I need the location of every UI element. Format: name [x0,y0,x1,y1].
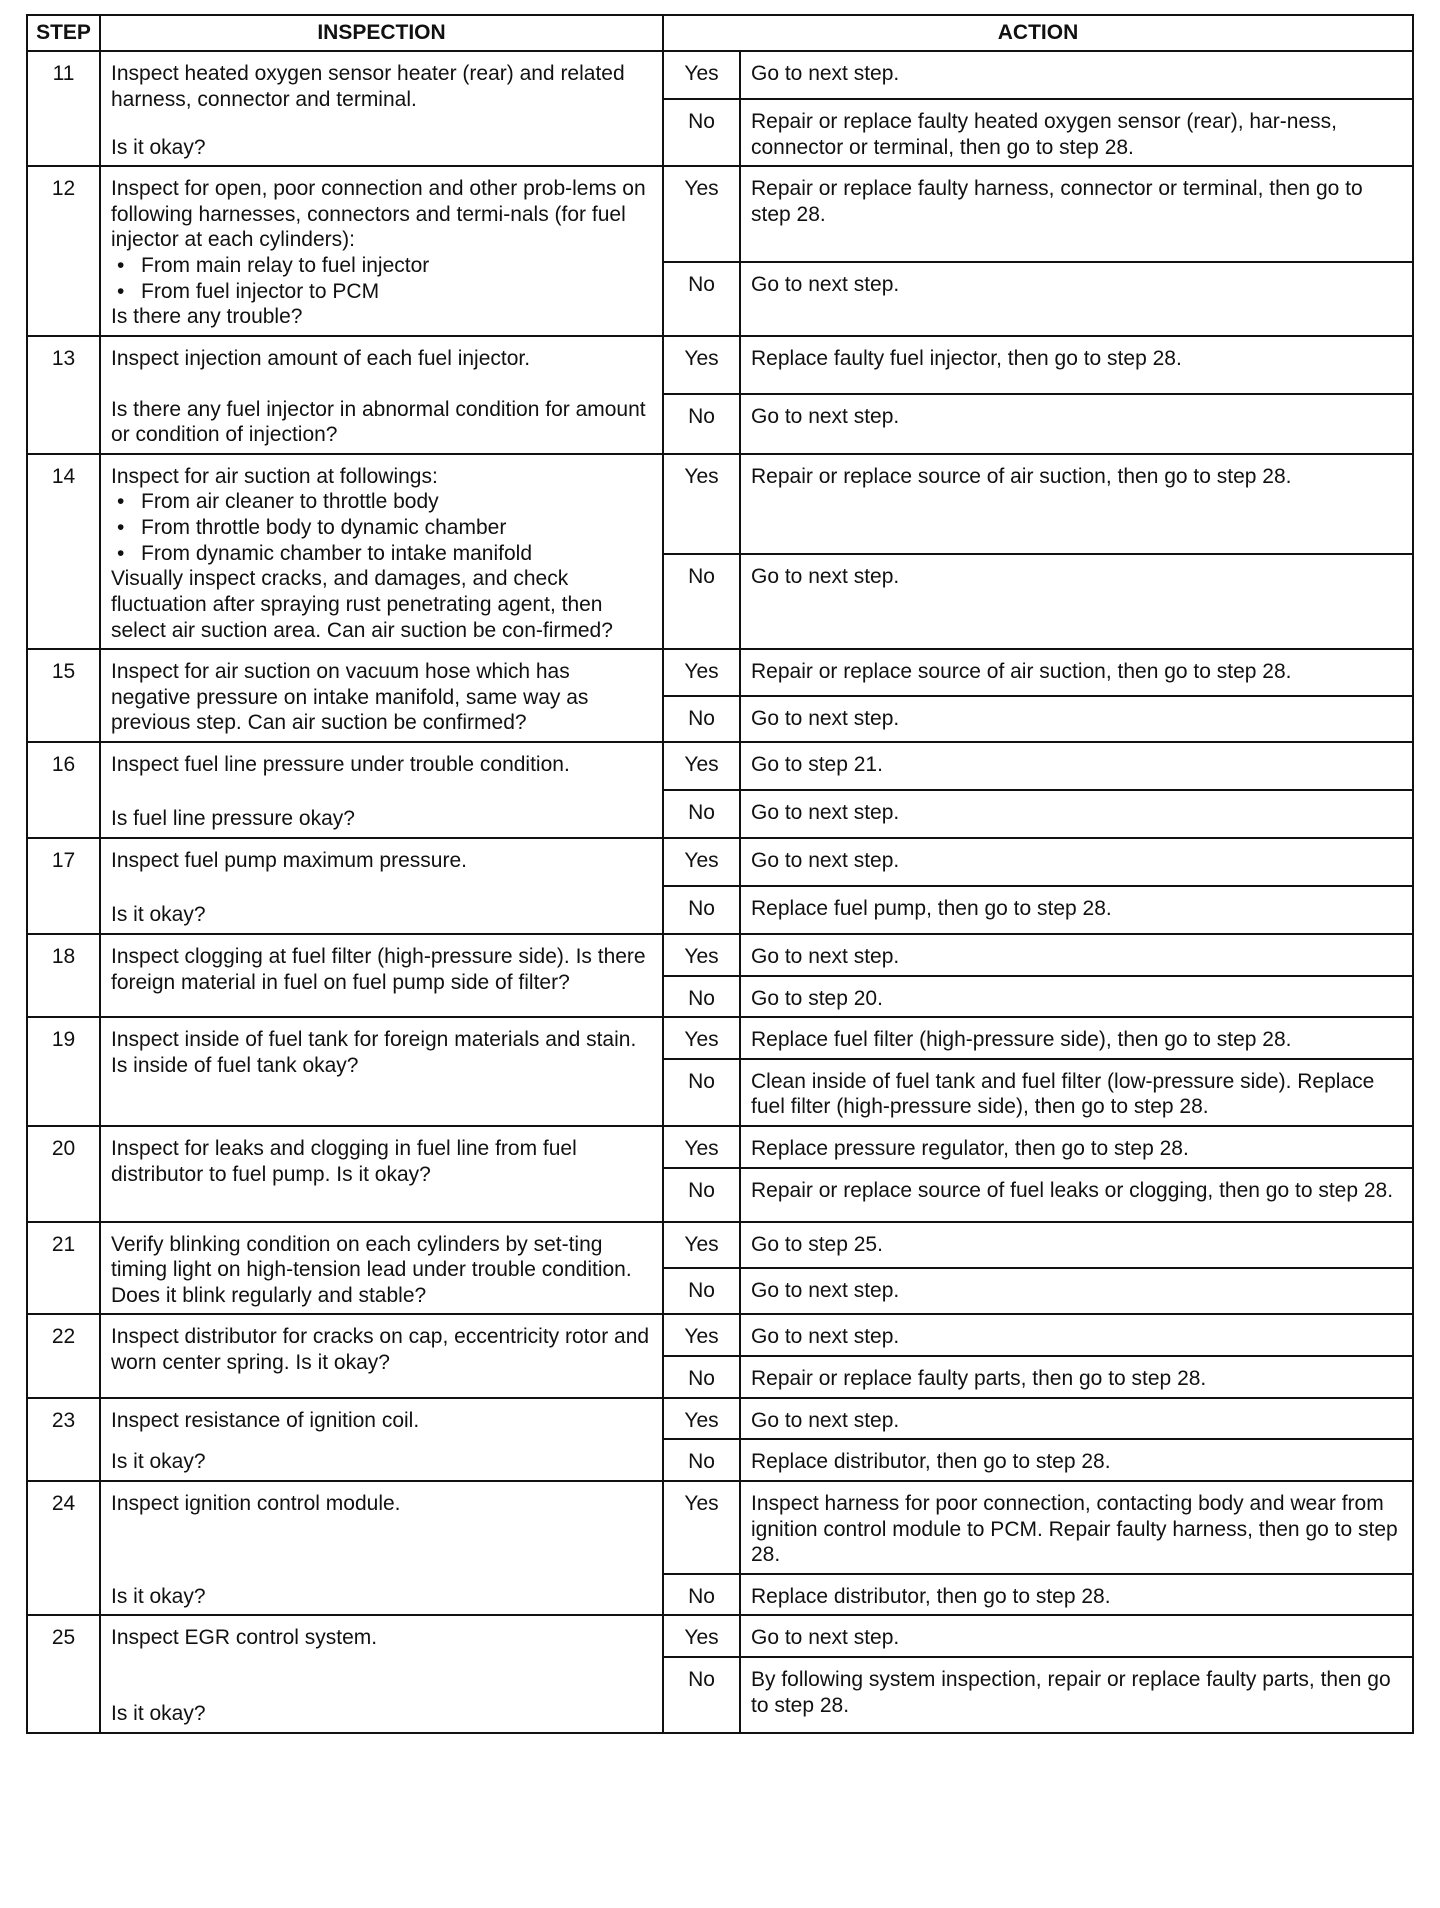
inspection-cell [100,1126,663,1222]
table-row [27,934,1413,976]
inspection-bullet: • From main relay to fuel injector [111,253,652,279]
inspection-bullet-list [111,489,652,566]
inspection-question: Is it okay? [111,1584,206,1608]
diagnostic-table [26,14,1414,1734]
yes-action: Repair or replace faulty harness, connector or terminal, then go to step 28. [740,166,1413,262]
step-number: 21 [27,1222,100,1315]
table-row [27,1222,1413,1268]
table-row [27,1314,1413,1356]
yes-label: Yes [663,454,740,554]
step-number: 24 [27,1481,100,1615]
table-row [27,166,1413,262]
no-label: No [663,1059,740,1126]
step-number: 20 [27,1126,100,1222]
table-row [27,51,1413,99]
inspection-question: Is fuel line pressure okay? [111,807,355,831]
yes-label: Yes [663,1481,740,1574]
no-label: No [663,1574,740,1616]
yes-action: Go to step 25. [740,1222,1413,1268]
inspection-bullet: • From air cleaner to throttle body [111,489,652,515]
inspection-text: Inspect fuel line pressure under trouble condition. [111,752,570,776]
no-action: Go to next step. [740,554,1413,650]
yes-action: Inspect harness for poor connection, contacting body and wear from ignition control module to PCM. Repair faulty harness, then go to step 28. [740,1481,1413,1574]
inspection-question: Is there any trouble? [111,305,303,329]
step-number: 18 [27,934,100,1017]
no-label: No [663,886,740,934]
step-number: 14 [27,454,100,649]
yes-action: Repair or replace source of air suction, then go to step 28. [740,454,1413,554]
yes-label: Yes [663,1398,740,1440]
no-label: No [663,1356,740,1398]
inspection-text: Inspect for air suction at followings: [111,464,438,488]
no-label: No [663,1268,740,1314]
inspection-cell [100,166,663,336]
table-row [27,838,1413,886]
inspection-question: Is it okay? [111,135,206,159]
inspection-question: Is there any fuel injector in abnormal condition for amount or condition of injection? [111,397,646,447]
no-action: Go to next step. [740,790,1413,838]
no-label: No [663,1439,740,1481]
table-row [27,1615,1413,1657]
yes-label: Yes [663,742,740,790]
yes-action: Go to step 21. [740,742,1413,790]
yes-action: Repair or replace source of air suction, then go to step 28. [740,649,1413,695]
yes-label: Yes [663,649,740,695]
table-row [27,336,1413,394]
yes-action: Replace fuel filter (high-pressure side), then go to step 28. [740,1017,1413,1059]
no-label: No [663,1168,740,1222]
no-label: No [663,554,740,650]
inspection-bullet: • From throttle body to dynamic chamber [111,515,652,541]
inspection-question: Visually inspect cracks, and damages, and check fluctuation after spraying rust penetrating agent, then select air suction area. Can air suction be con-firmed? [111,567,613,642]
no-label: No [663,1657,740,1733]
no-action: Go to next step. [740,696,1413,742]
inspection-text: Inspect fuel pump maximum pressure. [111,848,467,872]
diagnostic-table-sheet [26,14,1414,1734]
yes-action: Go to next step. [740,838,1413,886]
table-row [27,454,1413,554]
yes-action: Go to next step. [740,1398,1413,1440]
inspection-cell [100,51,663,166]
inspection-text: Inspect for leaks and clogging in fuel line from fuel distributor to fuel pump. Is it okay? [111,1137,577,1186]
inspection-cell [100,1222,663,1315]
yes-label: Yes [663,1126,740,1168]
inspection-bullet-list [111,253,652,304]
table-row [27,742,1413,790]
no-label: No [663,976,740,1018]
yes-action: Go to next step. [740,934,1413,976]
yes-action: Go to next step. [740,1615,1413,1657]
inspection-cell [100,649,663,742]
inspection-cell [100,934,663,1017]
yes-action: Replace pressure regulator, then go to step 28. [740,1126,1413,1168]
yes-action: Replace faulty fuel injector, then go to step 28. [740,336,1413,394]
yes-label: Yes [663,1222,740,1268]
no-action: Repair or replace source of fuel leaks or clogging, then go to step 28. [740,1168,1413,1222]
inspection-text: Inspect EGR control system. [111,1626,378,1650]
inspection-text: Inspect inside of fuel tank for foreign materials and stain. Is inside of fuel tank okay? [111,1028,637,1077]
table-row [27,649,1413,695]
no-action: Go to step 20. [740,976,1413,1018]
yes-label: Yes [663,1314,740,1356]
yes-label: Yes [663,336,740,394]
yes-label: Yes [663,934,740,976]
inspection-text: Inspect resistance of ignition coil. [111,1408,420,1432]
inspection-cell [100,838,663,934]
inspection-header: INSPECTION [100,15,663,51]
inspection-text: Inspect ignition control module. [111,1491,401,1515]
inspection-text: Inspect heated oxygen sensor heater (rear) and related harness, connector and terminal. [111,62,625,111]
no-action: Replace distributor, then go to step 28. [740,1439,1413,1481]
no-action: Replace fuel pump, then go to step 28. [740,886,1413,934]
header-row [27,15,1413,51]
no-label: No [663,99,740,166]
inspection-cell [100,1481,663,1615]
yes-label: Yes [663,1615,740,1657]
table-row [27,1017,1413,1059]
inspection-text: Inspect for air suction on vacuum hose which has negative pressure on intake manifold, same way as previous step. Can air suction be confirmed? [111,660,589,735]
table-row [27,1126,1413,1168]
action-header: ACTION [663,15,1413,51]
yes-action: Go to next step. [740,51,1413,99]
table-row [27,1481,1413,1574]
step-number: 22 [27,1314,100,1397]
inspection-question: Is it okay? [111,1450,206,1474]
no-action: By following system inspection, repair or replace faulty parts, then go to step 28. [740,1657,1413,1733]
inspection-bullet: • From dynamic chamber to intake manifold [111,541,652,567]
table-row [27,1398,1413,1440]
step-number: 13 [27,336,100,454]
step-number: 17 [27,838,100,934]
inspection-cell [100,1615,663,1733]
inspection-cell [100,1017,663,1126]
inspection-cell [100,1314,663,1397]
step-number: 16 [27,742,100,838]
no-action: Clean inside of fuel tank and fuel filter (low-pressure side). Replace fuel filter (high-pressure side), then go to step 28. [740,1059,1413,1126]
inspection-text: Inspect for open, poor connection and other prob-lems on following harnesses, connectors and termi-nals (for fuel injector at each cylinders): [111,177,646,252]
no-label: No [663,394,740,454]
table-body [27,51,1413,1733]
inspection-cell [100,336,663,454]
inspection-text: Inspect clogging at fuel filter (high-pressure side). Is there foreign material in fuel on fuel pump side of filter? [111,944,646,994]
inspection-text: Inspect distributor for cracks on cap, eccentricity rotor and worn center spring. Is it okay? [111,1325,650,1375]
step-number: 12 [27,166,100,336]
no-action: Repair or replace faulty parts, then go to step 28. [740,1356,1413,1398]
inspection-question: Is it okay? [111,1702,206,1726]
step-number: 25 [27,1615,100,1733]
no-action: Go to next step. [740,1268,1413,1314]
inspection-cell [100,742,663,838]
yes-label: Yes [663,166,740,262]
step-number: 11 [27,51,100,166]
yes-label: Yes [663,51,740,99]
no-label: No [663,790,740,838]
yes-label: Yes [663,838,740,886]
inspection-cell [100,1398,663,1481]
inspection-text: Inspect injection amount of each fuel injector. [111,346,531,370]
step-number: 15 [27,649,100,742]
no-action: Repair or replace faulty heated oxygen sensor (rear), har-ness, connector or terminal, then go to step 28. [740,99,1413,166]
no-action: Go to next step. [740,262,1413,336]
inspection-question: Is it okay? [111,903,206,927]
yes-label: Yes [663,1017,740,1059]
yes-action: Go to next step. [740,1314,1413,1356]
step-number: 19 [27,1017,100,1126]
no-label: No [663,696,740,742]
step-header: STEP [27,15,100,51]
no-action: Go to next step. [740,394,1413,454]
inspection-bullet: • From fuel injector to PCM [111,279,652,305]
inspection-text: Verify blinking condition on each cylinders by set-ting timing light on high-tension lead under trouble condition. Does it blink regularly and stable? [111,1232,632,1307]
no-action: Replace distributor, then go to step 28. [740,1574,1413,1616]
inspection-cell [100,454,663,649]
step-number: 23 [27,1398,100,1481]
no-label: No [663,262,740,336]
